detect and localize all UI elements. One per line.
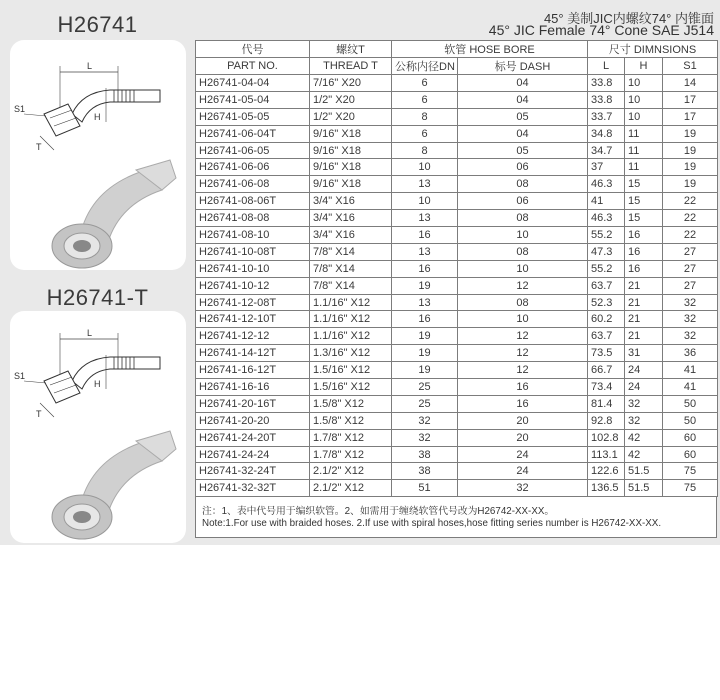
cell-h: 10 xyxy=(625,108,663,125)
series-title-h26741-t: H26741-T xyxy=(46,285,149,310)
cell-h: 16 xyxy=(625,243,663,260)
cell-dash: 10 xyxy=(458,227,588,244)
cell-dash: 10 xyxy=(458,311,588,328)
note-cn: 注：1、表中代号用于编织软管。2、如需用于缠绕软管代号改为H26742-XX-XX。 xyxy=(202,506,555,518)
cell-h: 24 xyxy=(625,379,663,396)
cell-dn: 16 xyxy=(392,227,458,244)
cell-l: 55.2 xyxy=(588,260,625,277)
table-row xyxy=(196,412,718,429)
cell-s1: 17 xyxy=(663,108,718,125)
table-row xyxy=(196,142,718,159)
cell-l: 47.3 xyxy=(588,243,625,260)
cell-h: 11 xyxy=(625,125,663,142)
cell-l: 46.3 xyxy=(588,176,625,193)
cell-dn: 13 xyxy=(392,176,458,193)
spec-table-wrapper xyxy=(195,40,717,538)
table-row xyxy=(196,446,718,463)
cell-thread: 3/4" X16 xyxy=(310,227,392,244)
cell-s1: 60 xyxy=(663,429,718,446)
cell-part-no: H26741-32-32T xyxy=(196,480,310,497)
cell-dash: 05 xyxy=(458,108,588,125)
cell-s1: 19 xyxy=(663,142,718,159)
cell-s1: 19 xyxy=(663,125,718,142)
table-row xyxy=(196,294,718,311)
table-row xyxy=(196,243,718,260)
header-h: H xyxy=(625,58,663,75)
cell-thread: 3/4" X16 xyxy=(310,193,392,210)
cell-dash: 06 xyxy=(458,159,588,176)
cell-s1: 27 xyxy=(663,277,718,294)
cell-h: 21 xyxy=(625,311,663,328)
cell-part-no: H26741-32-24T xyxy=(196,463,310,480)
table-row xyxy=(196,277,718,294)
header-part-cn: 代号 xyxy=(196,41,310,58)
cell-part-no: H26741-20-16T xyxy=(196,395,310,412)
cell-part-no: H26741-08-06T xyxy=(196,193,310,210)
fitting-photo-1 xyxy=(52,160,176,268)
cell-thread: 7/8" X14 xyxy=(310,277,392,294)
cell-dn: 19 xyxy=(392,345,458,362)
cell-h: 24 xyxy=(625,362,663,379)
cell-h: 11 xyxy=(625,159,663,176)
cell-h: 16 xyxy=(625,227,663,244)
cell-dn: 6 xyxy=(392,125,458,142)
cell-thread: 9/16" X18 xyxy=(310,159,392,176)
header-dimensions: 尺寸 DIMNSIONS xyxy=(588,41,718,58)
cell-dash: 06 xyxy=(458,193,588,210)
cell-dn: 13 xyxy=(392,243,458,260)
cell-s1: 50 xyxy=(663,412,718,429)
cell-dn: 16 xyxy=(392,260,458,277)
cell-s1: 50 xyxy=(663,395,718,412)
cell-dn: 10 xyxy=(392,193,458,210)
table-row xyxy=(196,395,718,412)
cell-dash: 10 xyxy=(458,260,588,277)
cell-part-no: H26741-10-08T xyxy=(196,243,310,260)
cell-dn: 8 xyxy=(392,108,458,125)
cell-dash: 04 xyxy=(458,125,588,142)
cell-h: 10 xyxy=(625,75,663,92)
cell-l: 33.8 xyxy=(588,75,625,92)
cell-h: 32 xyxy=(625,395,663,412)
cell-l: 73.4 xyxy=(588,379,625,396)
cell-s1: 75 xyxy=(663,480,718,497)
dim-label-t: T xyxy=(36,142,42,152)
cell-dash: 16 xyxy=(458,379,588,396)
header-thread-cn: 螺纹T xyxy=(310,41,392,58)
table-row xyxy=(196,210,718,227)
cell-l: 113.1 xyxy=(588,446,625,463)
table-row xyxy=(196,75,718,92)
table-row xyxy=(196,429,718,446)
cell-s1: 14 xyxy=(663,75,718,92)
table-row xyxy=(196,362,718,379)
cell-part-no: H26741-06-08 xyxy=(196,176,310,193)
cell-l: 33.7 xyxy=(588,108,625,125)
table-row xyxy=(196,463,718,480)
cell-h: 21 xyxy=(625,328,663,345)
cell-l: 34.7 xyxy=(588,142,625,159)
header-part-en: PART NO. xyxy=(196,58,310,75)
cell-h: 16 xyxy=(625,260,663,277)
cell-thread: 1.1/16" X12 xyxy=(310,311,392,328)
cell-part-no: H26741-12-10T xyxy=(196,311,310,328)
cell-thread: 1.5/8" X12 xyxy=(310,412,392,429)
cell-h: 51.5 xyxy=(625,463,663,480)
table-row xyxy=(196,379,718,396)
cell-l: 73.5 xyxy=(588,345,625,362)
header-title-cn: 45° 美制JIC内螺纹74° 内锥面 xyxy=(543,11,714,26)
cell-dn: 6 xyxy=(392,75,458,92)
cell-thread: 9/16" X18 xyxy=(310,125,392,142)
cell-dn: 6 xyxy=(392,91,458,108)
cell-l: 34.8 xyxy=(588,125,625,142)
dim-label-h-2: H xyxy=(94,379,101,389)
header-thread-en: THREAD T xyxy=(310,58,392,75)
dim-label-t-2: T xyxy=(36,409,42,419)
cell-l: 55.2 xyxy=(588,227,625,244)
cell-l: 52.3 xyxy=(588,294,625,311)
cell-dash: 08 xyxy=(458,210,588,227)
cell-thread: 3/4" X16 xyxy=(310,210,392,227)
header-hose-bore: 软管 HOSE BORE xyxy=(392,41,588,58)
cell-l: 102.8 xyxy=(588,429,625,446)
cell-h: 31 xyxy=(625,345,663,362)
table-row xyxy=(196,193,718,210)
cell-dn: 38 xyxy=(392,446,458,463)
cell-dash: 05 xyxy=(458,142,588,159)
cell-dn: 19 xyxy=(392,362,458,379)
cell-s1: 19 xyxy=(663,159,718,176)
series-title-h26741: H26741 xyxy=(57,12,138,37)
cell-dn: 16 xyxy=(392,311,458,328)
cell-dash: 20 xyxy=(458,429,588,446)
table-row xyxy=(196,125,718,142)
cell-part-no: H26741-12-12 xyxy=(196,328,310,345)
cell-dash: 32 xyxy=(458,480,588,497)
cell-h: 51.5 xyxy=(625,480,663,497)
cell-s1: 22 xyxy=(663,193,718,210)
cell-thread: 1.1/16" X12 xyxy=(310,328,392,345)
cell-dash: 08 xyxy=(458,176,588,193)
table-row xyxy=(196,328,718,345)
cell-thread: 1.1/16" X12 xyxy=(310,294,392,311)
cell-part-no: H26741-10-10 xyxy=(196,260,310,277)
cell-dn: 19 xyxy=(392,328,458,345)
cell-thread: 9/16" X18 xyxy=(310,176,392,193)
cell-dn: 32 xyxy=(392,412,458,429)
cell-s1: 60 xyxy=(663,446,718,463)
cell-thread: 1.5/16" X12 xyxy=(310,379,392,396)
cell-s1: 32 xyxy=(663,328,718,345)
cell-part-no: H26741-08-08 xyxy=(196,210,310,227)
cell-dash: 12 xyxy=(458,277,588,294)
cell-part-no: H26741-20-20 xyxy=(196,412,310,429)
cell-dash: 08 xyxy=(458,243,588,260)
cell-dash: 12 xyxy=(458,345,588,362)
cell-dn: 25 xyxy=(392,395,458,412)
cell-h: 42 xyxy=(625,446,663,463)
spec-table-body xyxy=(196,75,718,497)
cell-part-no: H26741-16-16 xyxy=(196,379,310,396)
cell-thread: 7/8" X14 xyxy=(310,260,392,277)
cell-l: 60.2 xyxy=(588,311,625,328)
cell-s1: 75 xyxy=(663,463,718,480)
cell-h: 15 xyxy=(625,210,663,227)
dim-label-s1: S1 xyxy=(14,104,26,114)
dim-label-l: L xyxy=(87,61,93,71)
table-row xyxy=(196,176,718,193)
cell-l: 122.6 xyxy=(588,463,625,480)
table-row xyxy=(196,108,718,125)
cell-s1: 32 xyxy=(663,311,718,328)
cell-s1: 41 xyxy=(663,379,718,396)
cell-l: 63.7 xyxy=(588,328,625,345)
cell-l: 63.7 xyxy=(588,277,625,294)
header-dn: 公称内径DN xyxy=(392,58,458,75)
cell-thread: 1.5/16" X12 xyxy=(310,362,392,379)
cell-h: 10 xyxy=(625,91,663,108)
cell-s1: 27 xyxy=(663,243,718,260)
cell-dn: 38 xyxy=(392,463,458,480)
table-row xyxy=(196,91,718,108)
cell-h: 15 xyxy=(625,176,663,193)
cell-h: 32 xyxy=(625,412,663,429)
cell-part-no: H26741-05-05 xyxy=(196,108,310,125)
cell-l: 41 xyxy=(588,193,625,210)
cell-thread: 1.7/8" X12 xyxy=(310,429,392,446)
cell-part-no: H26741-08-10 xyxy=(196,227,310,244)
header-s1: S1 xyxy=(663,58,718,75)
cell-h: 11 xyxy=(625,142,663,159)
cell-l: 33.8 xyxy=(588,91,625,108)
cell-dash: 12 xyxy=(458,328,588,345)
table-row xyxy=(196,227,718,244)
cell-part-no: H26741-04-04 xyxy=(196,75,310,92)
cell-l: 37 xyxy=(588,159,625,176)
cell-l: 66.7 xyxy=(588,362,625,379)
cell-part-no: H26741-06-05 xyxy=(196,142,310,159)
cell-thread: 1/2" X20 xyxy=(310,108,392,125)
cell-s1: 17 xyxy=(663,91,718,108)
cell-thread: 1/2" X20 xyxy=(310,91,392,108)
fitting-line-drawing-2 xyxy=(10,311,186,543)
cell-thread: 1.7/8" X12 xyxy=(310,446,392,463)
fitting-line-drawing-1 xyxy=(10,40,186,270)
cell-thread: 7/8" X14 xyxy=(310,243,392,260)
cell-thread: 2.1/2" X12 xyxy=(310,480,392,497)
cell-thread: 9/16" X18 xyxy=(310,142,392,159)
cell-l: 92.8 xyxy=(588,412,625,429)
note-en: Note:1.For use with braided hoses. 2.If use with spiral hoses,hose fitting series number is H26742-XX-XX. xyxy=(202,518,662,530)
cell-dash: 12 xyxy=(458,362,588,379)
dim-label-s1-2: S1 xyxy=(14,371,26,381)
dim-label-l-2: L xyxy=(87,328,93,338)
fitting-photo-2 xyxy=(52,431,176,539)
cell-part-no: H26741-24-24 xyxy=(196,446,310,463)
cell-s1: 36 xyxy=(663,345,718,362)
header-dash: 标号 DASH xyxy=(458,58,588,75)
cell-dn: 13 xyxy=(392,294,458,311)
cell-part-no: H26741-24-20T xyxy=(196,429,310,446)
cell-thread: 2.1/2" X12 xyxy=(310,463,392,480)
cell-s1: 27 xyxy=(663,260,718,277)
cell-dash: 08 xyxy=(458,294,588,311)
cell-part-no: H26741-16-12T xyxy=(196,362,310,379)
cell-s1: 22 xyxy=(663,227,718,244)
table-row xyxy=(196,159,718,176)
table-note xyxy=(195,497,717,538)
fitting-drawing-card-2 xyxy=(10,311,186,543)
cell-s1: 19 xyxy=(663,176,718,193)
cell-thread: 7/16" X20 xyxy=(310,75,392,92)
cell-dn: 32 xyxy=(392,429,458,446)
cell-dash: 24 xyxy=(458,463,588,480)
cell-part-no: H26741-06-06 xyxy=(196,159,310,176)
cell-dn: 25 xyxy=(392,379,458,396)
cell-h: 15 xyxy=(625,193,663,210)
header-title-en: 45° JIC Female 74° Cone SAE J514 xyxy=(488,22,714,38)
cell-dash: 20 xyxy=(458,412,588,429)
cell-dash: 04 xyxy=(458,75,588,92)
cell-l: 136.5 xyxy=(588,480,625,497)
cell-dn: 19 xyxy=(392,277,458,294)
cell-part-no: H26741-06-04T xyxy=(196,125,310,142)
cell-l: 46.3 xyxy=(588,210,625,227)
cell-part-no: H26741-05-04 xyxy=(196,91,310,108)
fitting-drawing-card-1 xyxy=(10,40,186,270)
cell-s1: 22 xyxy=(663,210,718,227)
dim-label-h: H xyxy=(94,112,101,122)
cell-dn: 10 xyxy=(392,159,458,176)
cell-part-no: H26741-12-08T xyxy=(196,294,310,311)
cell-part-no: H26741-10-12 xyxy=(196,277,310,294)
cell-part-no: H26741-14-12T xyxy=(196,345,310,362)
table-row xyxy=(196,345,718,362)
cell-dash: 16 xyxy=(458,395,588,412)
cell-dn: 51 xyxy=(392,480,458,497)
cell-thread: 1.5/8" X12 xyxy=(310,395,392,412)
table-row xyxy=(196,311,718,328)
cell-dn: 8 xyxy=(392,142,458,159)
header-l: L xyxy=(588,58,625,75)
spec-table xyxy=(195,40,718,497)
cell-dn: 13 xyxy=(392,210,458,227)
cell-h: 21 xyxy=(625,294,663,311)
cell-s1: 32 xyxy=(663,294,718,311)
cell-dash: 04 xyxy=(458,91,588,108)
cell-thread: 1.3/16" X12 xyxy=(310,345,392,362)
table-row xyxy=(196,480,718,497)
cell-dash: 24 xyxy=(458,446,588,463)
table-row xyxy=(196,260,718,277)
cell-h: 42 xyxy=(625,429,663,446)
cell-l: 81.4 xyxy=(588,395,625,412)
cell-h: 21 xyxy=(625,277,663,294)
cell-s1: 41 xyxy=(663,362,718,379)
